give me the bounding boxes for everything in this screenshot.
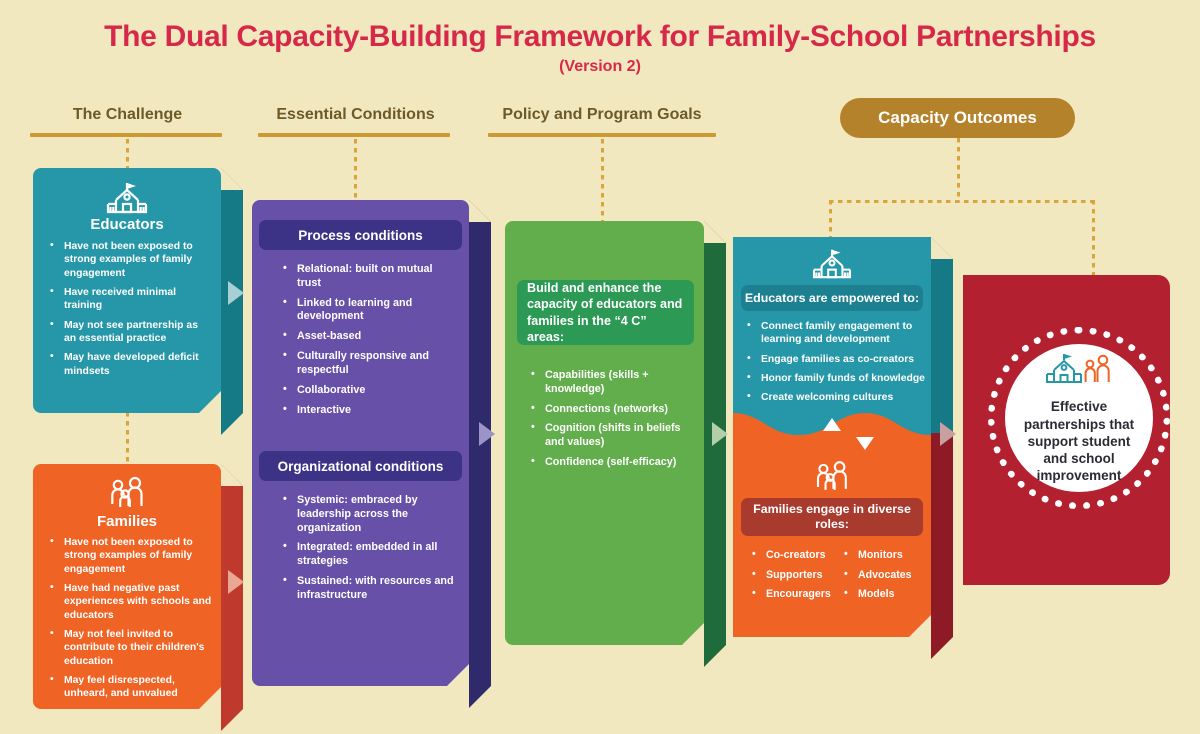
- list-item: • Connections (networks): [531, 403, 695, 417]
- list-item: • Create welcoming cultures: [747, 391, 927, 404]
- list-item: • May have developed deficit mindsets: [50, 351, 212, 378]
- list-challenge-families: [50, 536, 212, 706]
- connector-dotted-essential: [354, 139, 357, 201]
- list-item: • Have had negative past experiences with schools and educators: [50, 582, 212, 622]
- connector-dotted-goals: [601, 139, 604, 221]
- card-title-families: Families: [96, 513, 158, 530]
- list-item: • Encouragers: [752, 588, 842, 602]
- card-result: [963, 275, 1170, 585]
- banner-policy-goals: Build and enhance the capacity of educators and families in the “4 C” areas:: [517, 280, 694, 345]
- result-circle: [1005, 344, 1153, 492]
- school-icon: [33, 178, 221, 216]
- list-item: • Culturally responsive and respectful: [283, 350, 459, 378]
- column-heading-policy-goals: Policy and Program Goals: [502, 106, 702, 123]
- family-icon: [33, 476, 221, 510]
- page-title: The Dual Capacity-Building Framework for Family-School Partnerships: [104, 20, 1096, 53]
- banner-process-conditions: Process conditions: [259, 220, 462, 250]
- list-item: • Supporters: [752, 569, 842, 583]
- connector-dotted-outcomes-stem: [957, 138, 960, 202]
- banner-outcomes-families: Families engage in diverse roles:: [741, 498, 923, 536]
- list-item: • Have not been exposed to strong examples of family engagement: [50, 240, 212, 280]
- list-item: • Cognition (shifts in beliefs and values): [531, 422, 695, 450]
- connector-dotted-outcomes-branch: [829, 200, 1095, 203]
- result-text: Effective partnerships that support student and school improvement: [1023, 399, 1135, 484]
- list-policy-goals: [531, 369, 695, 476]
- connector-dotted-challenge: [126, 139, 129, 169]
- list-organizational-conditions: [283, 494, 459, 609]
- connector-dotted-outcomes-right: [1092, 200, 1095, 278]
- list-item: • May not feel invited to contribute to their children's education: [50, 628, 212, 668]
- card-title-educators: Educators: [90, 216, 164, 233]
- column-rule-challenge: [30, 133, 222, 137]
- list-item: • Capabilities (skills + knowledge): [531, 369, 695, 397]
- list-item: • Confidence (self-efficacy): [531, 456, 695, 470]
- list-outcomes-families-right: [844, 549, 930, 608]
- column-rule-policy-goals: [488, 133, 716, 137]
- arrow-outcomes-to-result: [940, 422, 958, 451]
- column-heading-essential-conditions: Essential Conditions: [276, 106, 435, 123]
- list-item: • Honor family funds of knowledge: [747, 372, 927, 385]
- card-essential-conditions: [252, 200, 469, 686]
- list-item: • Linked to learning and development: [283, 297, 459, 325]
- list-item: • Asset-based: [283, 330, 459, 344]
- list-outcomes-educators: [747, 320, 927, 411]
- page-subtitle: (Version 2): [559, 58, 641, 75]
- card-challenge-families: [33, 464, 221, 709]
- list-item: • Sustained: with resources and infrastructure: [283, 575, 459, 603]
- arrow-challenge-to-conditions-bottom: [228, 570, 246, 599]
- banner-outcomes-educators: Educators are empowered to:: [741, 285, 923, 311]
- list-item: • May not see partnership as an essential practice: [50, 319, 212, 346]
- list-item: • Integrated: embedded in all strategies: [283, 541, 459, 569]
- list-item: • Interactive: [283, 404, 459, 418]
- school-icon: [733, 245, 931, 281]
- card-challenge-educators: [33, 168, 221, 413]
- list-item: • Co-creators: [752, 549, 842, 563]
- list-item: • Connect family engagement to learning and development: [747, 320, 927, 347]
- column-heading-capacity-outcomes: Capacity Outcomes: [840, 98, 1075, 138]
- card-capacity-outcomes: [733, 237, 931, 637]
- banner-organizational-conditions: Organizational conditions: [259, 451, 462, 481]
- arrow-conditions-to-goals: [479, 422, 497, 451]
- list-item: • Engage families as co-creators: [747, 353, 927, 366]
- list-item: • Advocates: [844, 569, 930, 583]
- list-item: • Relational: built on mutual trust: [283, 263, 459, 291]
- arrow-goals-to-outcomes: [712, 422, 730, 451]
- family-icon: [733, 460, 931, 493]
- list-process-conditions: [283, 263, 459, 423]
- list-item: • Have not been exposed to strong examples of family engagement: [50, 536, 212, 576]
- list-item: • Have received minimal training: [50, 286, 212, 313]
- list-item: • May feel disrespected, unheard, and unvalued: [50, 674, 212, 701]
- column-rule-essential-conditions: [258, 133, 450, 137]
- list-challenge-educators: [50, 240, 212, 384]
- list-item: • Systemic: embraced by leadership across the organization: [283, 494, 459, 535]
- arrow-challenge-to-conditions-top: [228, 281, 246, 310]
- list-item: • Models: [844, 588, 930, 602]
- column-heading-challenge: The Challenge: [72, 106, 183, 123]
- list-item: • Monitors: [844, 549, 930, 563]
- list-outcomes-families-left: [752, 549, 842, 608]
- list-item: • Collaborative: [283, 384, 459, 398]
- school-and-family-icon: [1044, 351, 1114, 392]
- card-policy-goals: [505, 221, 704, 645]
